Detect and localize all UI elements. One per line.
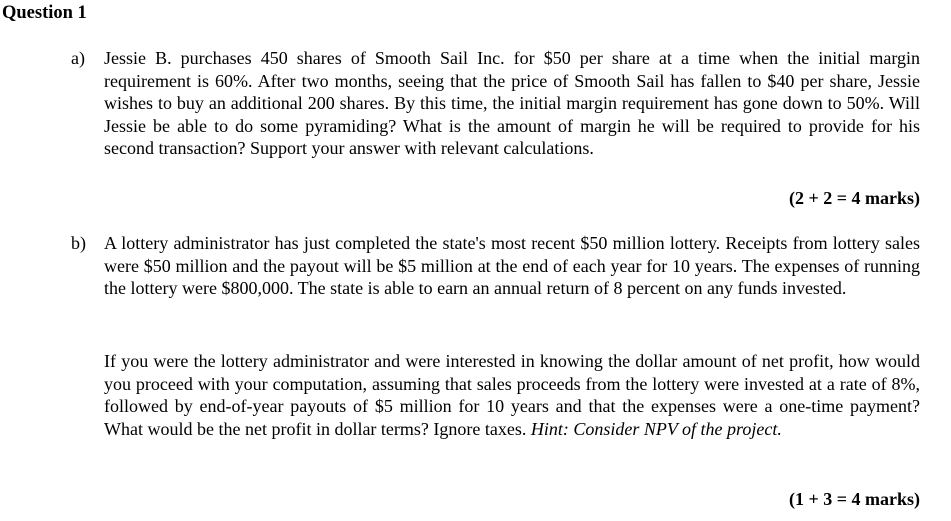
part-b-question: If you were the lottery administrator and were interested in knowing the dollar amount of net profit, how would you proceed with your computation, assuming that sales proceeds from the lottery were invested at a rate of 8%, followed by end-of-year payouts of $5 million for 10 years and that the expenses were a one-time payment? What would be the net profit in dollar terms? Ignore taxes. bbox=[104, 351, 920, 439]
part-b-text-1: A lottery administrator has just completed the state's most recent $50 million lottery. Receipts from lottery sales were $50 million and the payout will be $5 million at the end of each year for 10 years. The expenses of running the lottery were $800,000. The state is able to earn an annual return of 8 percent on any funds invested. bbox=[104, 233, 920, 298]
part-b-text-2 bbox=[104, 350, 920, 440]
part-a-marks: (2 + 2 = 4 marks) bbox=[788, 188, 920, 208]
part-b-hint: Hint: Consider NPV of the project. bbox=[530, 418, 782, 439]
part-a-label: a) bbox=[71, 48, 85, 68]
part-a-text: Jessie B. purchases 450 shares of Smooth Sail Inc. for $50 per share at a time when the initial margin requirement is 60%. After two months, seeing that the price of Smooth Sail has fallen to $40 per share, Jessie wishes to buy an additional 200 shares. By this time, the initial margin requirement has gone down to 50%. Will Jessie be able to do some pyramiding? What is the amount of margin he will be required to provide for his second transaction? Support your answer with relevant calculations. bbox=[104, 48, 920, 158]
part-b-marks: (1 + 3 = 4 marks) bbox=[788, 489, 920, 509]
part-b-label: b) bbox=[71, 233, 86, 253]
part-b bbox=[71, 232, 920, 300]
part-a bbox=[71, 47, 920, 160]
question-title: Question 1 bbox=[2, 3, 87, 23]
